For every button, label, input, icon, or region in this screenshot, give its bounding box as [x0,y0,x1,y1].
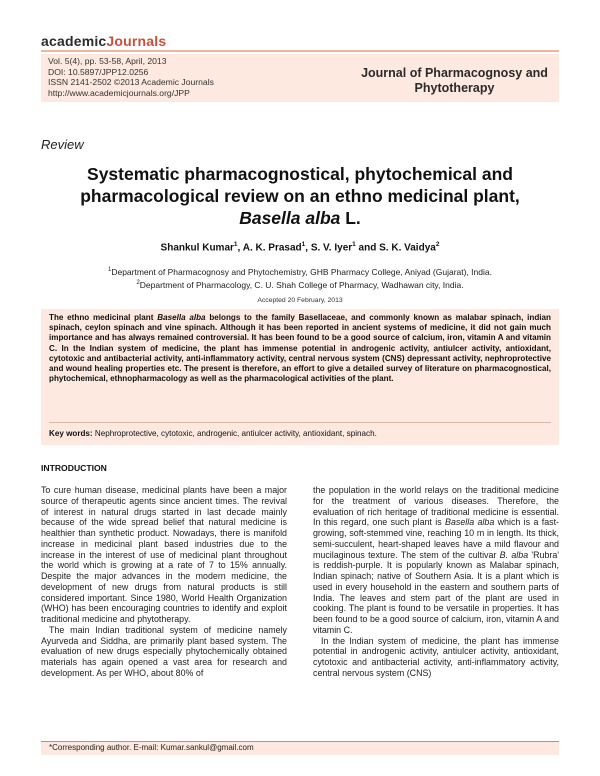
header-divider [41,50,559,52]
author-name: Shankul Kumar [160,242,234,254]
article-type: Review [41,137,84,152]
paragraph: In the Indian system of medicine, the plant has immense potential in androgenic activity, antiulcer activity, antioxidant, cytotoxic and antibacterial activity, anti-inflammatory activity, central nervous system (CNS) [313,635,559,678]
author-affil-ref: 2 [435,241,440,248]
abstract-text [49,313,551,384]
paragraph: The main Indian traditional system of medicine namely Ayurveda and Siddha, are primarily plant based system. The evaluation of new drugs especially phytochemically obtained materials has again opened a vast area for research and development. As per WHO, about 80% of [41,624,287,678]
text-run: the population in the world relays on the traditional medicine for the treatment of various diseases. Therefore, the evaluation of rich heritage of traditional medicine is essential. In this regard, one such plant is [313,485,559,528]
abstract-species: Basella alba [157,313,206,322]
meta-volume: Vol. 5(4), pp. 53-58, April, 2013 [48,56,167,66]
species-name: B. alba [499,549,529,560]
keywords [49,429,551,439]
author-name: A. K. Prasad [242,242,302,254]
keywords-text: Nephroprotective, cytotoxic, androgenic, antiulcer activity, antioxidant, spinach. [92,429,377,438]
affiliation-text: Department of Pharmacognosy and Phytochemistry, GHB Pharmacy College, Aniyad (Gujarat), India. [111,266,492,277]
affiliation-text: Department of Pharmacology, C. U. Shah College of Pharmacy, Wadhawan city, India. [139,279,464,290]
title-line-1: Systematic pharmacognostical, phytochemical and [87,164,513,184]
abstract-divider [49,422,551,423]
affiliation-marker: 2 [136,279,140,286]
text-run: which is a fast-growing, soft-stemmed vine, reaching 10 m in length. Its thick, semi-succulent, heart-shaped leaves have a mild flavour and mucilaginous texture. The stem of the cultivar [313,517,559,560]
publisher-logo-part1: academic [41,33,107,49]
affiliation-2 [41,278,559,291]
title-suffix: L. [340,208,361,228]
title-species: Basella alba [239,208,341,228]
abstract-part: The ethno medicinal plant [49,313,158,322]
title-line-3 [41,207,559,229]
author-list [41,241,559,253]
affiliations [41,265,559,291]
affiliation-1 [41,265,559,278]
affiliation-marker: 1 [108,267,112,273]
title-line-2: pharmacological review on an ethno medicinal plant, [80,186,520,206]
accepted-date: Accepted 20 February, 2013 [257,297,343,304]
section-heading: INTRODUCTION [41,463,107,473]
keywords-label: Key words: [49,429,93,438]
text-run: 'Rubra' is reddish-purple. It is popularly known as Malabar spinach, Indian spinach; native of Southern Asia. It is a plant which is used in every household in the eastern and southern parts of India. The leaves and stem part of the plant are used in cooking. The plant is found to be versatile in properties. It has been found to be a good source of calcium, iron, vitamin A and vitamin C. [313,549,559,635]
body-column-right [313,485,559,679]
author-name: S. K. Vaidya [379,242,436,254]
meta-url[interactable]: http://www.academicjournals.org/JPP [48,87,190,98]
journal-title: Journal of Pharmacognosy and Phytotherapy [361,66,548,95]
author-separator: , [237,242,243,254]
body-column-left [41,485,287,679]
publisher-logo [41,33,166,49]
abstract-part: belongs to the family Basellaceae, and commonly known as malabar spinach, indian spinach, ceylon spinach and vine spinach. Although it has been reported in ancient systems of medicine, it did not gain much importance and has always remained controversial. It has been found to be a good source of calcium, iron, vitamin A and vitamin C. In the Indian system of medicine, the plant has immense potential in androgenic activity, antiulcer activity, antioxidant, cytotoxic and antibacterial activity, anti-inflammatory activity, central nervous system (CNS) depressant activity, nephroprotective and wound healing properties etc. The present is therefore, an effort to give a detailed survey of literature on pharmacognostical, phytochemical, ethnopharmacology as well as the pharmacological activities of the plant. [49,313,551,384]
author-affil-ref: 1 [352,241,356,248]
author-separator: , [305,242,311,254]
citation-meta [48,56,214,98]
corresponding-author[interactable]: *Corresponding author. E-mail: Kumar.sankul@gmail.com [49,743,254,752]
author-separator: and [355,242,380,254]
meta-issn: ISSN 2141-2502 ©2013 Academic Journals [48,77,214,88]
species-name: Basella alba [445,517,495,528]
article-title [41,163,559,229]
author-name: S. V. Iyer [310,242,353,254]
paragraph: To cure human disease, medicinal plants have been a major source of therapeutic agents since ancient times. The revival of interest in natural drugs started in last decade mainly because of the wide spread belief that natural medicine is healthier than synthetic product. Nowadays, there is manifold increase in medicinal plant based industries due to the increase in the interest of use of medicinal plant throughout the world which is growing at a rate of 7 to 15% annually. Despite the major advances in the modern medicine, the development of new drugs from natural products is still considered important. Since 1980, World Health Organization (WHO) has been encouraging countries to identify and exploit traditional medicine and phytotherapy. [41,485,287,624]
author-affil-ref: 1 [233,241,238,248]
publisher-logo-part2: Journals [106,33,167,49]
meta-doi[interactable]: DOI: 10.5897/JPP12.0256 [48,66,149,77]
author-affil-ref: 1 [301,241,306,248]
paragraph [313,485,559,636]
